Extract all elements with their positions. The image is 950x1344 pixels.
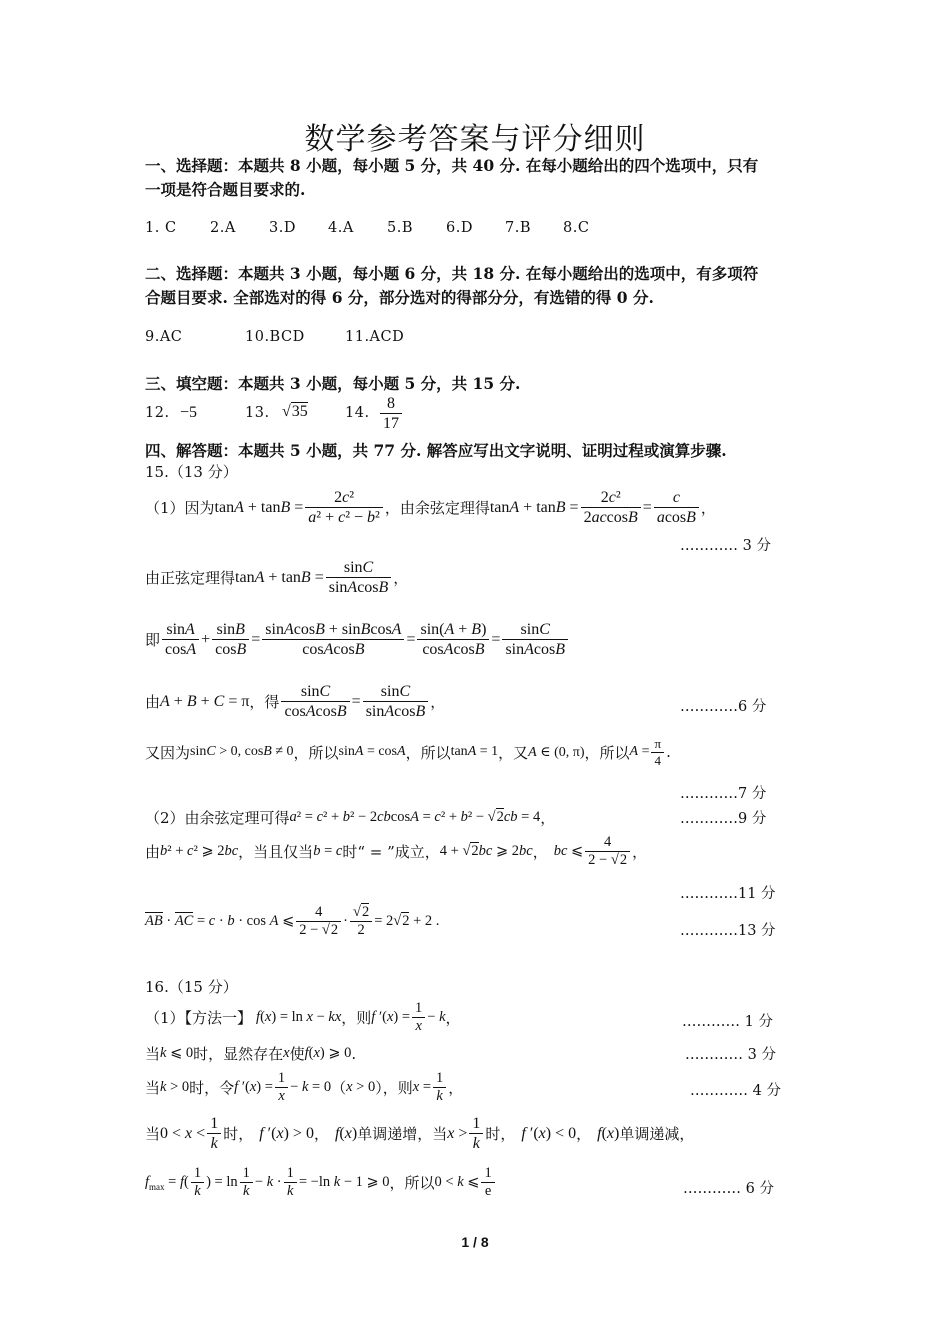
q16-maximum: $f_{max} = f$( $\frac{1}{k}$ ) = ln $\frac{1}{k}$ − k · $\frac{1}{k}$ = −ln k − 1 ⩾ 0 ，所以 0 < k ⩽ $\frac{1}{e}$ [145,1165,497,1201]
q15-conclusion: 又因为 sinC > 0, cosB ≠ 0 ，所以 sinA = cosA ，所以 tanA = 1 ，又 A ∈ (0, π) ，所以 A = $\frac{\pi}{4}$ . [145,736,671,768]
page-title: 数学参考答案与评分细则 [304,122,646,157]
q16-score-3: ………… 3 分 [685,1047,776,1063]
q14-label: 14. [345,405,370,421]
q16-monotonicity: 当 0 < x < $\frac{1}{k}$ 时， f ′(x) > 0 ， f(x) 单调递增，当 x > $\frac{1}{k}$ 时， f ′(x) < 0 ， f(x) 单调递减， [145,1115,695,1153]
answer-11: 11.ACD [345,329,405,345]
q15-inequality: 由 b² + c² ⩾ 2bc ，当且仅当 b = c 时“ = ”成立， 4 + √2bc ⩾ 2bc ， bc ⩽ $\frac{4}{2 - √2}$ ， [145,834,648,869]
q15-score-9: …………9 分 [680,811,767,827]
q12-answer: −5 [180,404,198,421]
section2-header-line1: 二、选择题：本题共 3 小题，每小题 6 分，共 18 分. 在每小题给出的选项中，有多项符 [145,264,759,283]
q13-label: 13. [245,405,270,421]
answer-7: 7.B [505,220,531,236]
q16-score-4: ………… 4 分 [690,1083,781,1099]
q16-score-1: ………… 1 分 [682,1014,773,1030]
q16-part1-line1: （1）【方法一】 f(x) = ln x − kx ，则 f ′(x) = $\frac{1}{x}$ − k ， [145,1000,461,1035]
answer-5: 5.B [387,220,413,236]
q16-title: 16.（15 分） [145,978,238,996]
section3-header: 三、填空题：本题共 3 小题，每小题 5 分，共 15 分. [145,374,521,393]
q15-angle-sum: 由 A + B + C = π ，得 $\frac{\sin C}{\text{cosAcosB}}$ = $\frac{\sin C}{\text{sinAcosB}}$ ， [145,683,446,721]
q16-score-6: ………… 6 分 [683,1181,774,1197]
answer-3: 3.D [269,220,296,236]
answer-9: 9.AC [145,329,183,345]
section1-header-line1: 一、选择题：本题共 8 小题，每小题 5 分，共 40 分. 在每小题给出的四个选项中，只有 [145,156,759,175]
q12-label: 12. [145,405,170,421]
q15-score-3: ………… 3 分 [680,538,771,554]
q15-score-13: …………13 分 [680,923,776,939]
section2-header-line2: 合题目要求. 全部选对的得 6 分，部分选对的得部分分，有选错的得 0 分. [145,288,654,307]
q15-score-6: …………6 分 [680,699,767,715]
answer-4: 4.A [328,220,354,236]
q13-answer: √35 [282,403,308,420]
q15-dot-product: AB · AC = c · b · cos A ⩽ $\frac{4}{2 - √2}$ · $\frac{√2}{2}$ = 2√2 + 2 . [145,904,440,939]
section4-header: 四、解答题：本题共 5 小题，共 77 分. 解答应写出文字说明、证明过程或演算步骤. [145,441,727,460]
q15-score-7: …………7 分 [680,786,767,802]
q14-answer: $\frac{8}{17}$ [378,394,404,433]
q15-part1-line1: （1）因为 tanA + tanB = $\frac{\text{2c²}}{\text{a² + c² − b²}}$ ，由余弦定理得 tanA + tanB = $\frac{\text{2c²}}{2accosB}$ = $\frac{c}{acosB}$ ， [145,489,716,527]
answer-8: 8.C [563,220,590,236]
q15-identity: 即 $\frac{\sin A}{\cos A}$ + $\frac{\sin B}{\cos B}$ = $\frac{\text{sinAcosB + sinBcosA}}{\text{cosAcosB}}$ = $\frac{\sin(A + B)}{\text{cosAcosB}}$ = $\frac{\sin C}{\text{sinAcosB}}$ [145,620,570,659]
answer-6: 6.D [446,220,473,236]
q15-part2-cosine: （2）由余弦定理可得 a² = c² + b² − 2cbcosA = c² + b² − √2cb = 4 ， [145,809,556,827]
answer-2: 2.A [210,220,236,236]
page-number: 1 / 8 [461,1234,489,1250]
q16-case-k-positive: 当 k > 0 时，令 f ′(x) = $\frac{1}{x}$ − k = 0 （ x > 0 ），则 x = $\frac{1}{k}$ ， [145,1070,464,1105]
answer-1: 1. C [145,220,177,236]
q15-title: 15.（13 分） [145,463,238,481]
q16-case-k-nonpositive: 当 k ⩽ 0 时，显然存在 x 使 f(x) ⩾ 0 . [145,1044,357,1063]
section1-header-line2: 一项是符合题目要求的. [145,180,306,199]
q15-score-11: …………11 分 [680,886,776,902]
q15-sine-rule: 由正弦定理得 tanA + tanB = $\frac{\sin C}{\text{sinAcosB}}$ ， [145,559,409,597]
answer-10: 10.BCD [245,329,305,345]
